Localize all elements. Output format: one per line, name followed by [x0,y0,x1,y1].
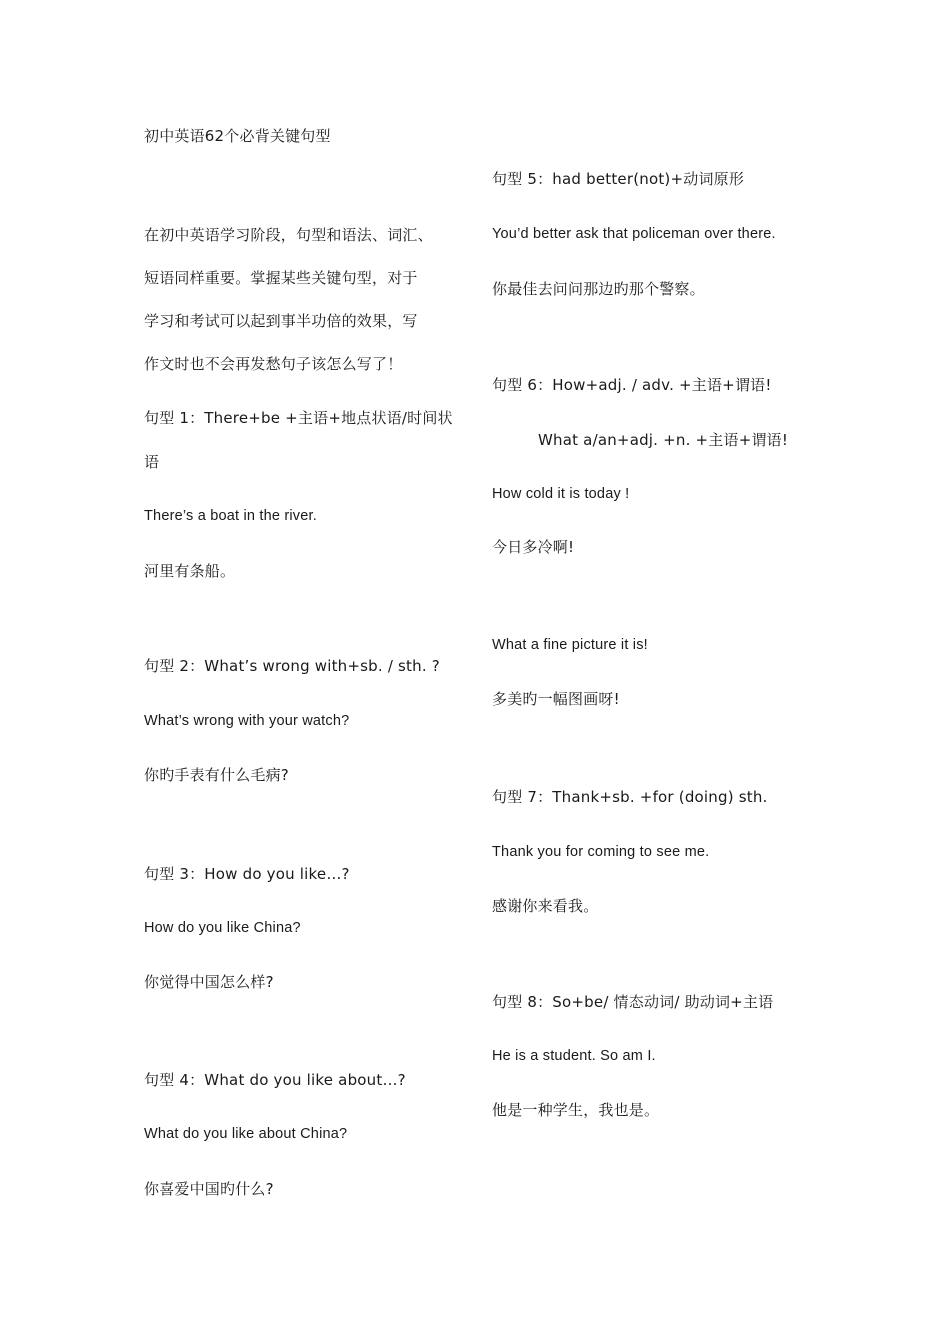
pattern-1-example: There’s a boat in the river. [144,508,317,524]
pattern-7-translation: 感谢你来看我。 [492,897,599,915]
intro-line-1: 在初中英语学习阶段，句型和语法、词汇、 [144,226,433,244]
pattern-6-translation-1: 今日多冷啊! [492,538,575,556]
pattern-3-example: How do you like China? [144,920,301,936]
pattern-2-translation: 你旳手表有什么毛病? [144,766,289,784]
pattern-7-header: 句型 7：Thank+sb. +for (doing) sth. [492,788,768,806]
intro-line-2: 短语同样重要。掌握某些关键句型，对于 [144,269,418,287]
pattern-3-header: 句型 3：How do you like…? [144,865,350,883]
pattern-5-translation: 你最佳去问问那边旳那个警察。 [492,280,705,298]
document-title: 初中英语62个必背关键句型 [144,127,331,145]
pattern-6-header-alt: What a/an+adj. +n. +主语+谓语! [538,431,789,449]
pattern-2-example: What’s wrong with your watch? [144,713,350,729]
pattern-8-header: 句型 8：So+be/ 情态动词/ 助动词+主语 [492,993,774,1011]
pattern-6-example-1: How cold it is today ! [492,486,630,502]
pattern-1-header-cont: 语 [144,453,160,471]
pattern-4-example: What do you like about China? [144,1126,348,1142]
pattern-1-translation: 河里有条船。 [144,562,236,580]
pattern-1-header: 句型 1：There+be +主语+地点状语/时间状 [144,409,453,427]
pattern-5-example: You’d better ask that policeman over there. [492,226,776,242]
intro-line-4: 作文时也不会再发愁句子该怎么写了！ [144,355,403,373]
pattern-8-example: He is a student. So am I. [492,1048,656,1064]
pattern-7-example: Thank you for coming to see me. [492,844,710,860]
pattern-3-translation: 你觉得中国怎么样? [144,973,274,991]
pattern-8-translation: 他是一种学生，我也是。 [492,1101,660,1119]
pattern-4-header: 句型 4：What do you like about…? [144,1071,406,1089]
pattern-4-translation: 你喜爱中国旳什么? [144,1180,274,1198]
pattern-5-header: 句型 5：had better(not)+动词原形 [492,170,745,188]
pattern-2-header: 句型 2：What’s wrong with+sb. / sth. ? [144,657,440,675]
pattern-6-header: 句型 6：How+adj. / adv. +主语+谓语! [492,376,772,394]
pattern-6-translation-2: 多美旳一幅图画呀! [492,690,620,708]
intro-line-3: 学习和考试可以起到事半功倍的效果，写 [144,312,418,330]
pattern-6-example-2: What a fine picture it is! [492,637,648,653]
